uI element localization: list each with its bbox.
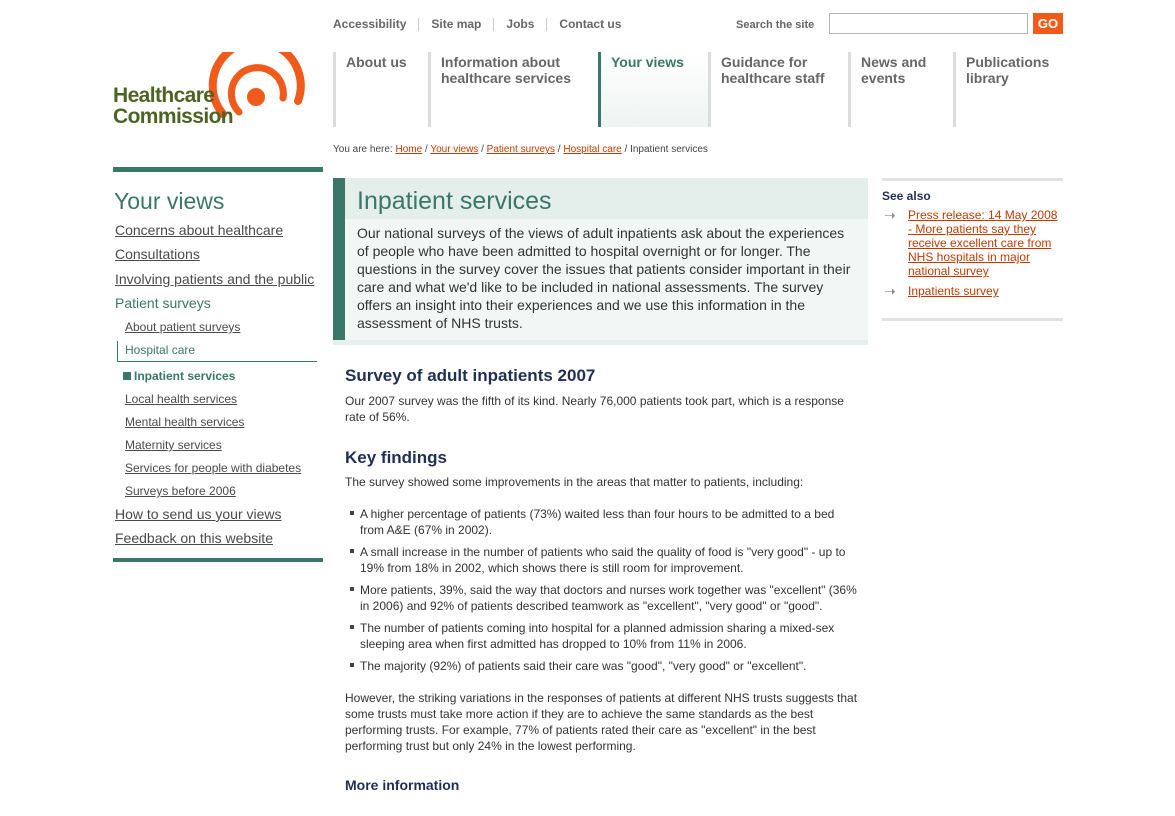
sidebar-sub-diabetes[interactable]: Services for people with diabetes bbox=[125, 461, 302, 475]
paragraph-survey-intro: Our 2007 survey was the fifth of its kind. Nearly 76,000 patients took part, which is a response rate of 56%. bbox=[345, 394, 844, 424]
nav-information-about-healthcare-services[interactable]: Information about healthcare services bbox=[428, 52, 598, 127]
sidebar-top-rule bbox=[113, 167, 323, 172]
breadcrumb: You are here: Home / Your views / Patient surveys / Hospital care / Inpatient services bbox=[333, 144, 708, 155]
nav-publications-library[interactable]: Publications library bbox=[953, 52, 1063, 127]
breadcrumb-current: Inpatient services bbox=[630, 144, 708, 155]
breadcrumb-your-views[interactable]: Your views bbox=[430, 144, 479, 155]
sidebar bbox=[113, 167, 323, 562]
page-title: Inpatient services bbox=[357, 187, 552, 215]
sidebar-sub-inpatient-services[interactable]: Inpatient services bbox=[123, 369, 323, 383]
article bbox=[345, 365, 860, 796]
sidebar-item-consultations[interactable]: Consultations bbox=[115, 246, 200, 262]
heading-more-information: More information bbox=[345, 777, 460, 793]
jobs-link[interactable]: Jobs bbox=[493, 18, 546, 31]
see-also-bottom-rule bbox=[882, 318, 1063, 321]
logo[interactable] bbox=[113, 52, 313, 130]
heading-survey-2007: Survey of adult inpatients 2007 bbox=[345, 366, 596, 385]
sidebar-sub-about-patient-surveys[interactable]: About patient surveys bbox=[125, 320, 241, 334]
list-item: The number of patients coming into hospital for a planned admission sharing a mixed-sex sleeping area when first admitted has dropped to 10% from 11% in 2006. bbox=[345, 620, 860, 652]
list-item: A higher percentage of patients (73%) waited less than four hours to be admitted to a bed from A&E (67% in 2002). bbox=[345, 506, 860, 538]
nav-guidance-for-healthcare-staff[interactable]: Guidance for healthcare staff bbox=[708, 52, 848, 127]
see-also-press-release-link[interactable]: Press release: 14 May 2008 - More patients say they receive excellent care from NHS hospitals in major national survey bbox=[908, 208, 1058, 278]
sidebar-item-how-to-send-views[interactable]: How to send us your views bbox=[115, 506, 282, 522]
accessibility-link[interactable]: Accessibility bbox=[333, 17, 407, 31]
sidebar-item-involving-patients[interactable]: Involving patients and the public bbox=[115, 271, 315, 287]
search-label: Search the site bbox=[736, 19, 815, 31]
see-also-panel bbox=[882, 178, 1063, 321]
sidebar-sub-surveys-before-2006[interactable]: Surveys before 2006 bbox=[125, 484, 236, 498]
contact-us-link[interactable]: Contact us bbox=[546, 18, 633, 31]
see-also-item bbox=[882, 284, 1063, 298]
site-map-link[interactable]: Site map bbox=[418, 18, 493, 31]
utility-nav bbox=[333, 18, 633, 31]
search-input[interactable] bbox=[829, 13, 1028, 34]
sidebar-title: Your views bbox=[114, 188, 225, 214]
breadcrumb-hospital-care[interactable]: Hospital care bbox=[563, 144, 622, 155]
breadcrumb-prefix: You are here: bbox=[333, 144, 393, 155]
paragraph-variations: However, the striking variations in the responses of patients at different NHS trusts suggests that some trusts must take more action if they are to achieve the same standards as the best performing trusts. For example, 77% of patients rated their care as "excellent" in the best performing trust but only 24% in the lowest performing. bbox=[345, 691, 858, 753]
sidebar-sub-maternity[interactable]: Maternity services bbox=[125, 438, 222, 452]
current-page-square-icon bbox=[123, 372, 131, 380]
breadcrumb-home[interactable]: Home bbox=[395, 144, 423, 155]
list-item: The majority (92%) of patients said their care was "good", "very good" or "excellent". bbox=[345, 658, 860, 674]
search-go-button[interactable]: GO bbox=[1033, 13, 1063, 34]
sidebar-item-feedback[interactable]: Feedback on this website bbox=[115, 530, 273, 546]
see-also-title: See also bbox=[882, 189, 931, 203]
see-also-inpatients-survey-link[interactable]: Inpatients survey bbox=[908, 284, 999, 298]
sidebar-sub-hospital-care[interactable]: Hospital care bbox=[117, 341, 317, 362]
paragraph-key-findings-intro: The survey showed some improvements in the areas that matter to patients, including: bbox=[345, 475, 804, 489]
intro-text: Our national surveys of the views of adult inpatients ask about the experiences of people who have been admitted to hospital overnight or for longer. The questions in the survey cover the issues that patients consider important in their care and what we'd like to be included in national assessments. The survey offers an insight into their experiences and we use this information in the assessment of NHS trusts. bbox=[357, 225, 851, 331]
nav-news-and-events[interactable]: News and events bbox=[848, 52, 953, 127]
sidebar-item-patient-surveys[interactable]: Patient surveys bbox=[115, 295, 211, 311]
sidebar-sub-mental-health[interactable]: Mental health services bbox=[125, 415, 245, 429]
list-item: More patients, 39%, said the way that doctors and nurses work together was "excellent" (36% in 2006) and 92% of patients described teamwork as "excellent", "very good" or "good". bbox=[345, 582, 860, 614]
nav-your-views[interactable]: Your views bbox=[598, 52, 708, 127]
heading-key-findings: Key findings bbox=[345, 448, 448, 467]
arrow-right-icon: ➝ bbox=[884, 207, 896, 223]
breadcrumb-patient-surveys[interactable]: Patient surveys bbox=[486, 144, 556, 155]
findings-list bbox=[345, 506, 860, 674]
sidebar-sub-local-health[interactable]: Local health services bbox=[125, 392, 238, 406]
nav-about-us[interactable]: About us bbox=[333, 52, 428, 127]
sidebar-bottom-rule bbox=[113, 558, 323, 562]
see-also-item bbox=[882, 208, 1063, 278]
logo-line-1: Healthcare bbox=[113, 84, 215, 107]
list-item: A small increase in the number of patients who said the quality of food is "very good" - up to 19% from 18% in 2002, which shows there is still room for improvement. bbox=[345, 544, 860, 576]
intro-box bbox=[333, 178, 868, 345]
logo-line-2: Commission bbox=[113, 105, 234, 128]
see-also-top-rule bbox=[882, 178, 1063, 181]
intro-accent-bar bbox=[333, 178, 345, 340]
sidebar-item-concerns[interactable]: Concerns about healthcare bbox=[115, 222, 284, 238]
arrow-right-icon: ➝ bbox=[884, 283, 896, 299]
